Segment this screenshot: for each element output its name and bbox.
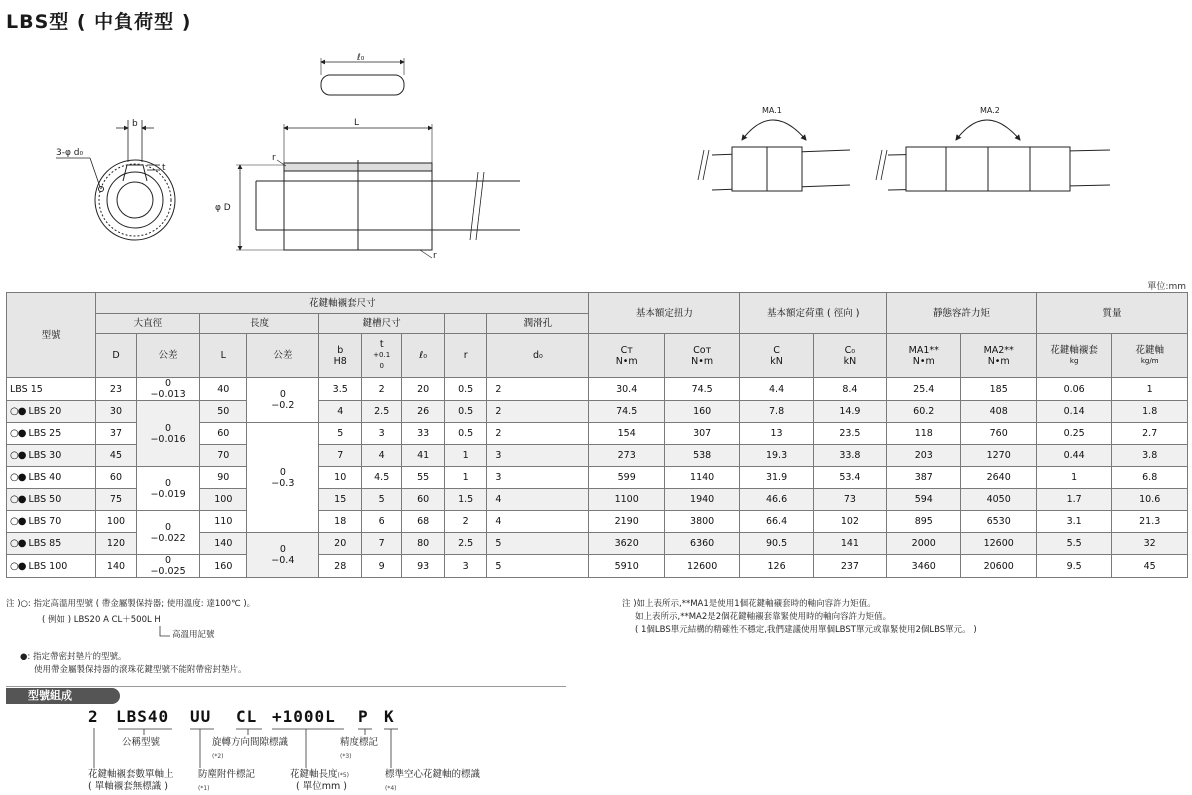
cell-co: 14.9 bbox=[813, 401, 886, 423]
cell-L: 60 bbox=[200, 423, 247, 445]
header-c-line2: kN bbox=[770, 355, 783, 367]
header-cot bbox=[664, 334, 739, 378]
cell-ct: 30.4 bbox=[589, 378, 664, 401]
note-ma2: 如上表所示,**MA2是2個花鍵軸襯套靠緊使用時的軸向容許力矩值。 bbox=[635, 612, 892, 622]
model-number: LBS 40 bbox=[28, 472, 62, 483]
cell-l0: 55 bbox=[402, 467, 445, 489]
symbol-marks: ○● bbox=[10, 538, 26, 549]
cell-c: 126 bbox=[740, 555, 813, 578]
cell-ma1: 387 bbox=[887, 467, 961, 489]
cell-b: 20 bbox=[319, 533, 362, 555]
cell-b: 7 bbox=[319, 445, 362, 467]
cell-c: 66.4 bbox=[740, 511, 813, 533]
cell-nut-mass: 0.14 bbox=[1036, 401, 1111, 423]
cell-t: 5 bbox=[361, 489, 401, 511]
cell-shaft-mass: 45 bbox=[1112, 555, 1188, 578]
model-number: LBS 85 bbox=[28, 538, 62, 549]
cell-d0: 3 bbox=[487, 467, 589, 489]
cell-cot: 6360 bbox=[664, 533, 739, 555]
symbol-marks: ○● bbox=[10, 494, 26, 505]
cell-co: 237 bbox=[813, 555, 886, 578]
cell-ma2: 1270 bbox=[961, 445, 1036, 467]
cell-ma2: 20600 bbox=[961, 555, 1036, 578]
note-seal: ●: 指定帶密封墊片的型號。 bbox=[20, 652, 127, 662]
cell-cot: 1140 bbox=[664, 467, 739, 489]
label-precision-note: (*3) bbox=[340, 753, 352, 760]
page-title: LBS型 ( 中負荷型 ) bbox=[6, 11, 192, 33]
label-nominal-model: 公稱型號 bbox=[122, 737, 161, 748]
cell-ct: 5910 bbox=[589, 555, 664, 578]
header-ma2 bbox=[961, 334, 1036, 378]
cell-r: 1 bbox=[444, 445, 487, 467]
cell-l0: 26 bbox=[402, 401, 445, 423]
cell-D: 30 bbox=[96, 401, 136, 423]
cell-cot: 12600 bbox=[664, 555, 739, 578]
symbol-marks: ○● bbox=[10, 560, 26, 572]
cell-ma1: 25.4 bbox=[887, 378, 961, 401]
cell-r: 0.5 bbox=[444, 378, 487, 401]
cell-L: 110 bbox=[200, 511, 247, 533]
code-precision: P bbox=[358, 707, 369, 726]
cell-cot: 1940 bbox=[664, 489, 739, 511]
header-model: 型號 bbox=[7, 293, 96, 378]
tol-lower: −0.4 bbox=[271, 555, 295, 566]
model-number: LBS 100 bbox=[28, 560, 68, 572]
tol-lower: −0.016 bbox=[150, 433, 186, 445]
dim-D-label: φ D bbox=[215, 203, 231, 213]
cell-d0: 3 bbox=[487, 445, 589, 467]
cell-b: 10 bbox=[319, 467, 362, 489]
cell-l0: 93 bbox=[402, 555, 445, 578]
code-seal: UU bbox=[190, 707, 212, 726]
cell-ma1: 895 bbox=[887, 511, 961, 533]
cell-cot: 307 bbox=[664, 423, 739, 445]
dim-t-label: t bbox=[162, 163, 166, 173]
cell-b: 3.5 bbox=[319, 378, 362, 401]
model-number: LBS 15 bbox=[10, 383, 43, 395]
label-shaft-length-unit: ( 單位mm ) bbox=[296, 781, 347, 792]
code-model: LBS40 bbox=[116, 707, 170, 726]
cell-r: 0.5 bbox=[444, 401, 487, 423]
cell-ma2: 760 bbox=[961, 423, 1036, 445]
header-r: r bbox=[444, 334, 487, 378]
cell-D: 75 bbox=[96, 489, 136, 511]
cell-t: 2 bbox=[361, 378, 401, 401]
tol-upper: 0 bbox=[165, 477, 172, 489]
header-ct-line1: Cт bbox=[620, 344, 633, 356]
moment-ma1-drawing bbox=[698, 120, 850, 191]
note-ma1: 注 )如上表所示,**MA1是使用1個花鍵軸襯套時的軸向容許力矩值。 bbox=[622, 599, 876, 609]
cell-ma1: 2000 bbox=[887, 533, 961, 555]
model-number: LBS 20 bbox=[28, 406, 62, 417]
code-length: +1000L bbox=[272, 707, 336, 726]
cell-ct: 273 bbox=[589, 445, 664, 467]
dim-L-label: L bbox=[354, 118, 360, 128]
label-nut-count: 花鍵軸襯套數單軸上 bbox=[88, 769, 174, 780]
cell-b: 28 bbox=[319, 555, 362, 578]
note-example: ( 例如 ) LBS20 A CL＋500L H bbox=[42, 615, 161, 625]
tol-upper: 0 bbox=[165, 422, 172, 434]
tol-lower: −0.2 bbox=[271, 400, 295, 411]
header-shaft-line2: kg/m bbox=[1140, 356, 1159, 365]
cell-r: 1.5 bbox=[444, 489, 487, 511]
cell-t: 3 bbox=[361, 423, 401, 445]
cell-cot: 160 bbox=[664, 401, 739, 423]
header-ma1 bbox=[887, 334, 961, 378]
cell-nut-mass: 0.44 bbox=[1036, 445, 1111, 467]
header-ct-line2: N•m bbox=[615, 355, 638, 367]
cell-d0: 5 bbox=[487, 533, 589, 555]
header-load: 基本額定荷重 ( 徑向 ) bbox=[740, 293, 887, 334]
header-tol-d: 公差 bbox=[136, 334, 200, 378]
cell-D: 45 bbox=[96, 445, 136, 467]
section-title-model-code: 型號組成 bbox=[6, 688, 120, 704]
label-shaft-length-text: 花鍵軸長度 bbox=[290, 769, 338, 780]
header-moment: 靜態容許力矩 bbox=[887, 293, 1037, 334]
header-cot-line1: Cот bbox=[693, 344, 712, 356]
header-oil: 潤滑孔 bbox=[487, 314, 589, 334]
cell-d0: 2 bbox=[487, 423, 589, 445]
cell-ma2: 408 bbox=[961, 401, 1036, 423]
model-number: LBS 50 bbox=[28, 494, 62, 505]
cell-D: 60 bbox=[96, 467, 136, 489]
cell-r: 3 bbox=[444, 555, 487, 578]
cell-ma2: 12600 bbox=[961, 533, 1036, 555]
note-seal-detail: 使用帶金屬製保持器的滾珠花鍵型號不能附帶密封墊片。 bbox=[34, 665, 247, 675]
cell-r: 0.5 bbox=[444, 423, 487, 445]
tol-lower: −0.013 bbox=[150, 389, 186, 400]
note-high-temp-mark: 高溫用記號 bbox=[172, 630, 215, 640]
cell-d0: 2 bbox=[487, 378, 589, 401]
moment-ma2-drawing bbox=[876, 120, 1110, 191]
cell-l0: 60 bbox=[402, 489, 445, 511]
header-b-line2: H8 bbox=[333, 355, 347, 367]
header-length: 長度 bbox=[200, 314, 319, 334]
unit-label: 單位:mm bbox=[1147, 282, 1186, 292]
cell-ct: 74.5 bbox=[589, 401, 664, 423]
header-t-line3: 0 bbox=[379, 362, 384, 370]
cell-ma1: 60.2 bbox=[887, 401, 961, 423]
header-b-line1: b bbox=[337, 344, 344, 356]
cell-l0: 80 bbox=[402, 533, 445, 555]
header-nut-mass bbox=[1036, 334, 1111, 378]
code-hollow: K bbox=[384, 707, 395, 726]
note-high-temp: 注 )○: 指定高溫用型號 ( 帶金屬製保持器; 使用溫度: 達100℃ )。 bbox=[6, 599, 256, 609]
label-clearance: 旋轉方向間隙標識 bbox=[212, 737, 289, 748]
cell-nut-mass: 1.7 bbox=[1036, 489, 1111, 511]
cell-cot: 3800 bbox=[664, 511, 739, 533]
header-t-line2: +0.1 bbox=[373, 351, 391, 359]
label-nut-count-note: ( 單軸襯套無標識 ) bbox=[88, 781, 168, 792]
header-tol-l: 公差 bbox=[247, 334, 319, 378]
cell-c: 19.3 bbox=[740, 445, 813, 467]
cell-L: 90 bbox=[200, 467, 247, 489]
cell-b: 15 bbox=[319, 489, 362, 511]
tol-upper: 0 bbox=[165, 555, 172, 566]
header-L: L bbox=[200, 334, 247, 378]
cell-shaft-mass: 1 bbox=[1112, 378, 1188, 401]
dim-l0-label: ℓ₀ bbox=[357, 53, 365, 63]
cell-co: 8.4 bbox=[813, 378, 886, 401]
header-mass: 質量 bbox=[1036, 293, 1187, 334]
cell-shaft-mass: 21.3 bbox=[1112, 511, 1188, 533]
header-ct bbox=[589, 334, 664, 378]
header-shaft-mass bbox=[1112, 334, 1188, 378]
cell-l0: 41 bbox=[402, 445, 445, 467]
cell-D: 37 bbox=[96, 423, 136, 445]
symbol-marks: ○● bbox=[10, 428, 26, 439]
cell-L: 140 bbox=[200, 533, 247, 555]
cell-shaft-mass: 3.8 bbox=[1112, 445, 1188, 467]
header-shaft-line1: 花鍵軸 bbox=[1135, 344, 1164, 356]
header-c bbox=[740, 334, 813, 378]
cell-D: 140 bbox=[96, 555, 136, 578]
tol-upper: 0 bbox=[165, 521, 172, 533]
header-co-line1: C₀ bbox=[844, 344, 856, 356]
cell-nut-mass: 0.06 bbox=[1036, 378, 1111, 401]
tol-lower: −0.022 bbox=[150, 532, 186, 544]
tol-lower: −0.3 bbox=[271, 477, 295, 489]
header-co-line2: kN bbox=[843, 355, 857, 367]
cell-t: 7 bbox=[361, 533, 401, 555]
cell-b: 18 bbox=[319, 511, 362, 533]
header-nut-dims: 花鍵軸襯套尺寸 bbox=[96, 293, 589, 314]
cell-l0: 33 bbox=[402, 423, 445, 445]
cell-co: 33.8 bbox=[813, 445, 886, 467]
model-number: LBS 70 bbox=[28, 516, 62, 527]
dim-hole-label: 3-φ d₀ bbox=[56, 148, 84, 158]
cell-shaft-mass: 10.6 bbox=[1112, 489, 1188, 511]
cell-nut-mass: 9.5 bbox=[1036, 555, 1111, 578]
tol-lower: −0.019 bbox=[150, 488, 186, 500]
cell-ma1: 594 bbox=[887, 489, 961, 511]
cell-ma1: 203 bbox=[887, 445, 961, 467]
cell-cot: 538 bbox=[664, 445, 739, 467]
symbol-marks: ○● bbox=[10, 406, 26, 417]
cell-shaft-mass: 1.8 bbox=[1112, 401, 1188, 423]
cell-nut-mass: 1 bbox=[1036, 467, 1111, 489]
cell-ct: 1100 bbox=[589, 489, 664, 511]
label-shaft-length-note: (*5) bbox=[337, 772, 350, 779]
symbol-marks: ○● bbox=[10, 450, 26, 461]
cell-nut-mass: 3.1 bbox=[1036, 511, 1111, 533]
header-cot-line2: N•m bbox=[691, 355, 714, 367]
tol-upper: 0 bbox=[279, 466, 286, 478]
label-hollow-shaft-note: (*4) bbox=[385, 785, 397, 792]
cell-t: 4.5 bbox=[361, 467, 401, 489]
cell-c: 90.5 bbox=[740, 533, 813, 555]
label-dust-seal-note: (*1) bbox=[198, 785, 210, 792]
model-number: LBS 25 bbox=[28, 428, 62, 439]
header-nut-line2: kg bbox=[1069, 356, 1079, 365]
cell-c: 7.8 bbox=[740, 401, 813, 423]
cell-shaft-mass: 32 bbox=[1112, 533, 1188, 555]
cell-ct: 2190 bbox=[589, 511, 664, 533]
cell-L: 40 bbox=[200, 378, 247, 401]
header-t-line1: t bbox=[379, 339, 384, 350]
dim-b-label: b bbox=[132, 119, 138, 129]
header-c-line1: C bbox=[773, 344, 780, 356]
cell-r: 2.5 bbox=[444, 533, 487, 555]
cell-cot: 74.5 bbox=[664, 378, 739, 401]
tol-lower: −0.025 bbox=[150, 566, 186, 577]
cell-D: 100 bbox=[96, 511, 136, 533]
label-dust-seal: 防塵附件標記 bbox=[198, 769, 256, 780]
ma2-label: MA.2 bbox=[980, 106, 1000, 115]
tol-upper: 0 bbox=[165, 378, 172, 389]
cell-d0: 2 bbox=[487, 401, 589, 423]
cell-t: 2.5 bbox=[361, 401, 401, 423]
tol-upper: 0 bbox=[279, 389, 286, 400]
cell-c: 13 bbox=[740, 423, 813, 445]
note-lbs-unit: ( 1個LBS單元結構的精確性不穩定,我們建議使用單個LBST單元或靠緊使用2個LBS單元。 ) bbox=[635, 625, 977, 635]
header-ma1-line2: N•m bbox=[912, 355, 935, 367]
header-torque: 基本額定扭力 bbox=[589, 293, 740, 334]
cell-D: 23 bbox=[96, 378, 136, 401]
cell-ct: 599 bbox=[589, 467, 664, 489]
label-hollow-shaft: 標準空心花鍵軸的標識 bbox=[385, 769, 481, 780]
cell-ct: 154 bbox=[589, 423, 664, 445]
cell-r: 2 bbox=[444, 511, 487, 533]
header-nut-line1: 花鍵軸襯套 bbox=[1050, 344, 1098, 356]
cell-t: 4 bbox=[361, 445, 401, 467]
cell-shaft-mass: 6.8 bbox=[1112, 467, 1188, 489]
cell-ma2: 6530 bbox=[961, 511, 1036, 533]
cell-co: 73 bbox=[813, 489, 886, 511]
ma1-label: MA.1 bbox=[762, 106, 782, 115]
label-clearance-note: (*2) bbox=[212, 753, 224, 760]
header-od: 大直徑 bbox=[96, 314, 200, 334]
header-co bbox=[813, 334, 886, 378]
cell-L: 50 bbox=[200, 401, 247, 423]
code-clearance: CL bbox=[236, 707, 258, 726]
cell-ma2: 2640 bbox=[961, 467, 1036, 489]
cell-r: 1 bbox=[444, 467, 487, 489]
symbol-marks: ○● bbox=[10, 516, 26, 527]
cell-t: 9 bbox=[361, 555, 401, 578]
dim-r-label-top: r bbox=[272, 153, 276, 163]
label-precision: 精度標記 bbox=[340, 737, 379, 748]
cell-b: 4 bbox=[319, 401, 362, 423]
cell-t: 6 bbox=[361, 511, 401, 533]
cell-co: 102 bbox=[813, 511, 886, 533]
cell-d0: 5 bbox=[487, 555, 589, 578]
header-ma2-line2: N•m bbox=[987, 355, 1010, 367]
cell-D: 120 bbox=[96, 533, 136, 555]
cell-c: 46.6 bbox=[740, 489, 813, 511]
cell-L: 100 bbox=[200, 489, 247, 511]
cell-ma2: 4050 bbox=[961, 489, 1036, 511]
cell-ct: 3620 bbox=[589, 533, 664, 555]
cell-co: 53.4 bbox=[813, 467, 886, 489]
cell-c: 31.9 bbox=[740, 467, 813, 489]
header-ma1-line1: MA1** bbox=[908, 344, 939, 356]
dim-r-label-bottom: r bbox=[433, 251, 437, 261]
cell-shaft-mass: 2.7 bbox=[1112, 423, 1188, 445]
cell-ma2: 185 bbox=[961, 378, 1036, 401]
cell-l0: 20 bbox=[402, 378, 445, 401]
symbol-marks: ○● bbox=[10, 472, 26, 483]
cell-co: 23.5 bbox=[813, 423, 886, 445]
cell-L: 160 bbox=[200, 555, 247, 578]
code-count: 2 bbox=[88, 707, 99, 726]
cell-ma1: 118 bbox=[887, 423, 961, 445]
header-D: D bbox=[96, 334, 136, 378]
model-number: LBS 30 bbox=[28, 450, 62, 461]
header-l0: ℓ₀ bbox=[402, 334, 445, 378]
cell-nut-mass: 0.25 bbox=[1036, 423, 1111, 445]
cell-c: 4.4 bbox=[740, 378, 813, 401]
cell-co: 141 bbox=[813, 533, 886, 555]
cell-d0: 4 bbox=[487, 489, 589, 511]
cell-ma1: 3460 bbox=[887, 555, 961, 578]
header-d0: d₀ bbox=[487, 334, 589, 378]
tol-upper: 0 bbox=[279, 544, 286, 555]
cell-d0: 4 bbox=[487, 511, 589, 533]
header-keyway: 鍵槽尺寸 bbox=[319, 314, 444, 334]
header-ma2-line1: MA2** bbox=[983, 344, 1014, 356]
cell-l0: 68 bbox=[402, 511, 445, 533]
cell-b: 5 bbox=[319, 423, 362, 445]
cell-nut-mass: 5.5 bbox=[1036, 533, 1111, 555]
cell-L: 70 bbox=[200, 445, 247, 467]
